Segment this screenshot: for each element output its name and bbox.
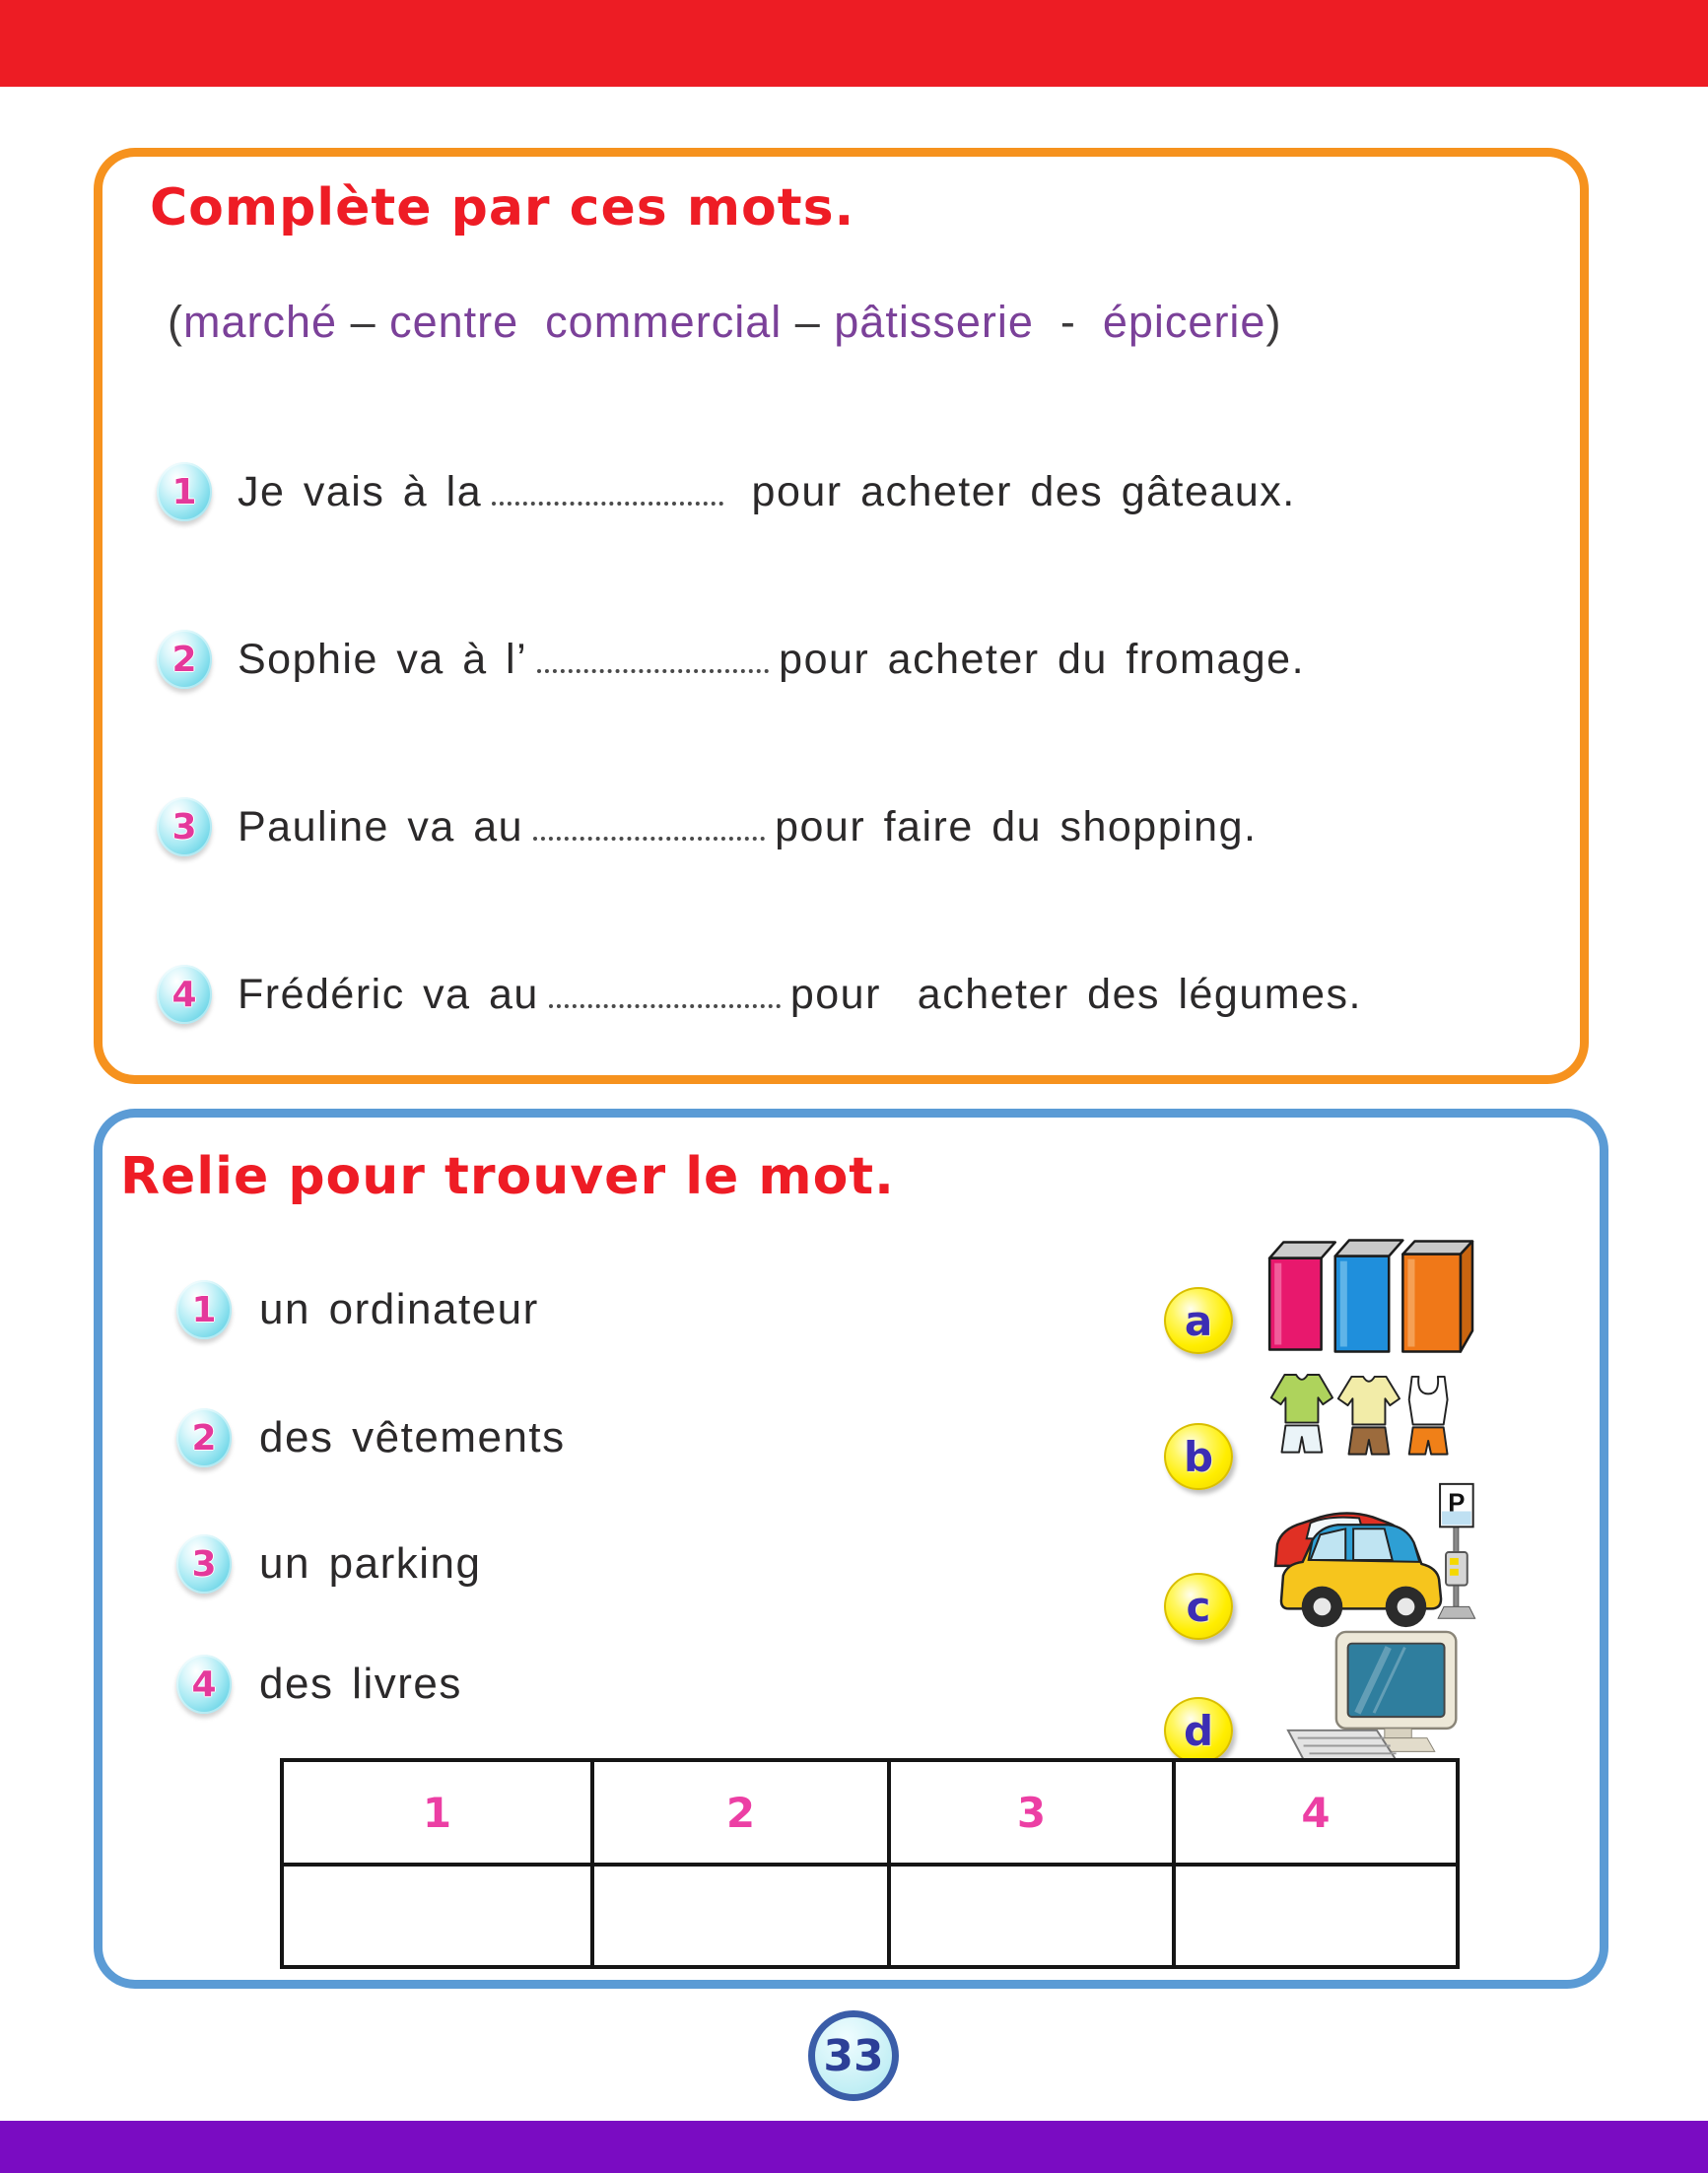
answer-table-header-cell [282, 1760, 592, 1865]
sentence-row [157, 459, 1296, 524]
answer-table-header-cell [889, 1760, 1174, 1865]
match-item-label: des livres [259, 1660, 462, 1708]
fill-blank[interactable] [549, 999, 781, 1008]
item-number: 1 [171, 471, 197, 512]
match-left-row [176, 1277, 539, 1342]
word-bank-word: marché [183, 297, 338, 347]
sentence-after: pour acheter du fromage. [779, 635, 1306, 683]
word-bank-close-paren: ) [1265, 297, 1282, 347]
sentence-row [157, 794, 1257, 859]
item-number-badge [157, 797, 212, 856]
option-badge-c[interactable] [1164, 1573, 1233, 1640]
sentence-text [238, 636, 1305, 684]
answer-table-header: 2 [725, 1788, 756, 1837]
top-red-bar [0, 0, 1708, 87]
option-letter: d [1183, 1706, 1214, 1755]
answer-table [280, 1758, 1460, 1969]
sentence-text [238, 468, 1296, 516]
answer-table-header: 1 [422, 1788, 452, 1837]
match-number: 3 [191, 1543, 217, 1585]
exercise2-title: Relie pour trouver le mot. [120, 1147, 895, 1206]
match-number: 1 [191, 1289, 217, 1330]
books-image [1256, 1228, 1474, 1358]
match-number: 4 [191, 1664, 217, 1705]
word-bank-open-paren: ( [168, 297, 183, 347]
match-number-badge[interactable] [176, 1408, 232, 1467]
cars-parking-image [1246, 1472, 1480, 1638]
answer-cell[interactable] [1174, 1865, 1458, 1967]
fill-blank[interactable] [537, 664, 769, 673]
match-number-badge[interactable] [176, 1655, 232, 1714]
exercise1-box [94, 148, 1589, 1084]
match-item-label: des vêtements [259, 1413, 566, 1461]
fill-blank[interactable] [533, 832, 765, 841]
match-number-badge[interactable] [176, 1534, 232, 1594]
word-bank-separator: – [337, 297, 390, 347]
sentence-after: pour faire du shopping. [775, 802, 1258, 850]
option-badge-a[interactable] [1164, 1287, 1233, 1354]
page-number: 33 [823, 2030, 884, 2081]
match-item-label: un parking [259, 1539, 482, 1588]
sentence-before: Sophie va à l’ [238, 635, 528, 683]
computer-image [1280, 1628, 1473, 1768]
word-bank-word: épicerie [1102, 297, 1266, 347]
word-bank-word: pâtisserie [834, 297, 1034, 347]
word-bank [168, 297, 1281, 348]
sentence-after: pour acheter des légumes. [789, 970, 1362, 1018]
match-left-row [176, 1652, 462, 1717]
word-bank-separator: – [782, 297, 835, 347]
sentence-text [238, 803, 1257, 851]
sentence-text [238, 971, 1362, 1019]
parking-sign-letter: P [1448, 1489, 1466, 1518]
match-left-row [176, 1531, 481, 1596]
sentence-after: pour acheter des gâteaux. [733, 467, 1296, 515]
answer-cell[interactable] [889, 1865, 1174, 1967]
sentence-before: Frédéric va au [238, 970, 539, 1018]
match-number: 2 [191, 1417, 217, 1459]
answer-table-header: 4 [1301, 1788, 1331, 1837]
answer-table-header-cell [1174, 1760, 1458, 1865]
option-letter: c [1186, 1582, 1211, 1631]
item-number: 4 [171, 974, 197, 1015]
option-badge-d[interactable] [1164, 1697, 1233, 1764]
word-bank-separator: - [1033, 297, 1103, 347]
sentence-row [157, 627, 1305, 692]
page-number-badge [808, 2010, 899, 2101]
match-left-row [176, 1405, 566, 1470]
option-badge-b[interactable] [1164, 1423, 1233, 1490]
item-number-badge [157, 965, 212, 1024]
answer-table-header-cell [592, 1760, 889, 1865]
word-bank-word: centre commercial [389, 297, 783, 347]
bottom-purple-bar [0, 2121, 1708, 2173]
option-letter: a [1184, 1296, 1213, 1345]
exercise1-title: Complète par ces mots. [150, 178, 855, 238]
answer-cell[interactable] [592, 1865, 889, 1967]
item-number: 3 [171, 806, 197, 848]
sentence-before: Pauline va au [238, 802, 524, 850]
sentence-row [157, 962, 1362, 1027]
item-number: 2 [171, 639, 197, 680]
item-number-badge [157, 630, 212, 689]
exercise2-box [94, 1109, 1608, 1989]
option-letter: b [1183, 1432, 1214, 1481]
fill-blank[interactable] [492, 497, 723, 506]
match-number-badge[interactable] [176, 1280, 232, 1339]
item-number-badge [157, 462, 212, 521]
clothes-image [1265, 1369, 1467, 1479]
match-item-label: un ordinateur [259, 1285, 539, 1333]
sentence-before: Je vais à la [238, 467, 483, 515]
answer-table-header: 3 [1016, 1788, 1047, 1837]
answer-cell[interactable] [282, 1865, 592, 1967]
